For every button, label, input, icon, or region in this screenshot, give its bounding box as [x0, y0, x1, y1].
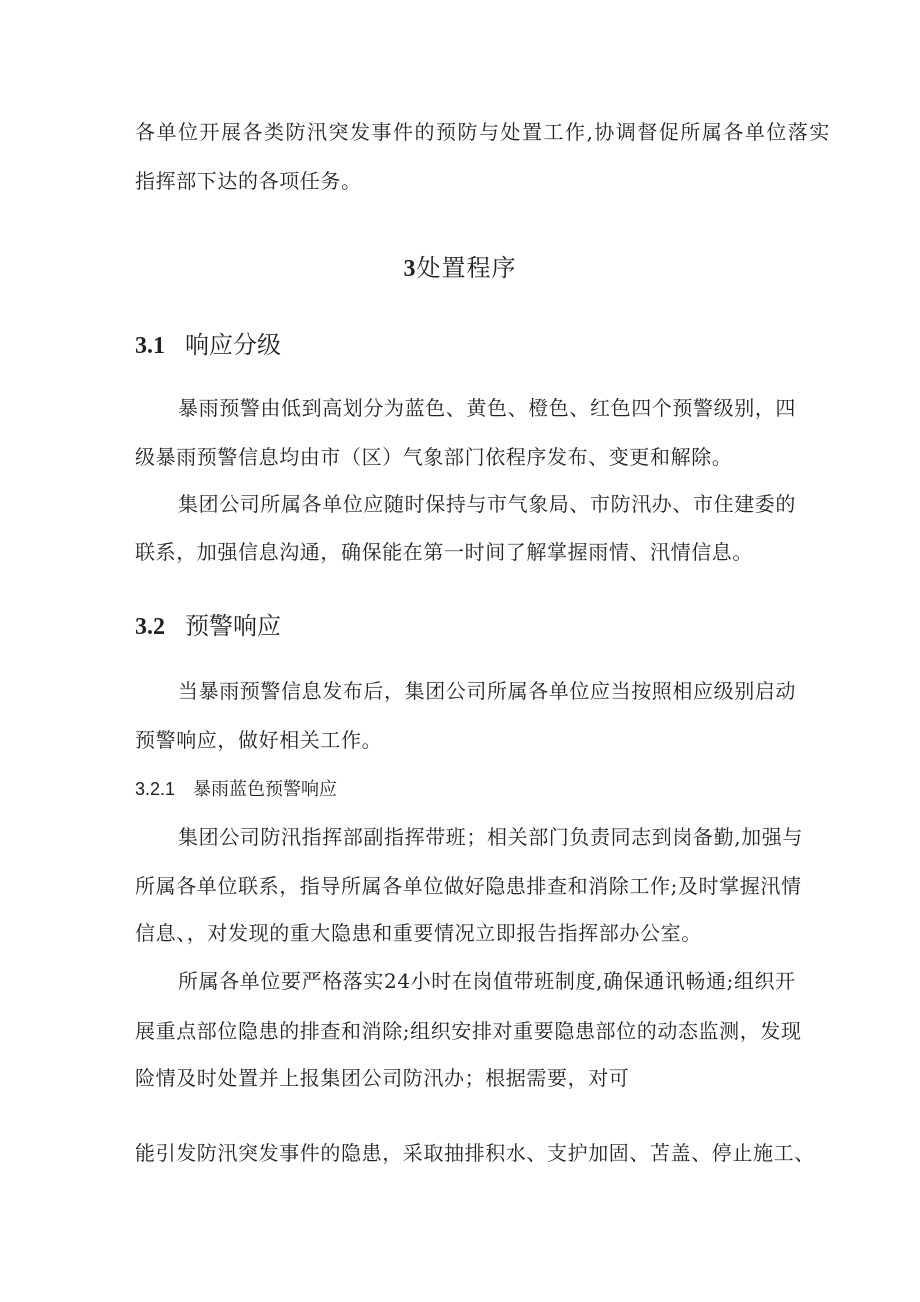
paragraph-line: 级暴雨预警信息均由市（区）气象部门依程序发布、变更和解除。 — [135, 445, 733, 469]
chapter-heading — [0, 252, 920, 285]
paragraph-line: 当暴雨预警信息发布后，集团公司所属各单位应当按照相应级别启动 — [178, 679, 796, 703]
paragraph-line: 展重点部位隐患的排查和消除;组织安排对重要隐患部位的动态监测，发现 — [135, 1019, 802, 1043]
paragraph-line: 所属各单位要严格落实24小时在岗值带班制度,确保通讯畅通;组织开 — [178, 969, 796, 993]
section-title: 响应分级 — [185, 331, 281, 359]
paragraph-line: 险情及时处置并上报集团公司防汛办；根据需要，对可 — [135, 1066, 630, 1090]
paragraph-line: 集团公司所属各单位应随时保持与市气象局、市防汛办、市住建委的 — [178, 492, 796, 516]
intro-line-1: 各单位开展各类防汛突发事件的预防与处置工作,协调督促所属各单位落实 — [135, 120, 831, 144]
section-number: 3.2 — [135, 614, 165, 640]
subsection-title: 暴雨蓝色预警响应 — [193, 779, 337, 800]
paragraph-line: 暴雨预警由低到高划分为蓝色、黄色、橙色、红色四个预警级别，四 — [178, 396, 796, 420]
section-title: 预警响应 — [185, 612, 281, 640]
section-heading-3-1 — [135, 329, 281, 362]
intro-line-2: 指挥部下达的各项任务。 — [135, 169, 362, 193]
chapter-number: 3 — [403, 256, 417, 282]
paragraph-line: 能引发防汛突发事件的隐患，采取抽排积水、支护加固、苫盖、停止施工、 — [135, 1141, 815, 1165]
paragraph-line: 信息、，对发现的重大隐患和重要情况立即报告指挥部办公室。 — [135, 921, 702, 945]
chapter-title: 处置程序 — [416, 254, 517, 282]
paragraph-line: 预警响应，做好相关工作。 — [135, 728, 383, 752]
paragraph-line: 集团公司防汛指挥部副指挥带班；相关部门负责同志到岗备勤,加强与 — [178, 825, 803, 849]
subsection-number: 3.2.1 — [135, 779, 176, 799]
section-number: 3.1 — [135, 333, 165, 359]
subsection-heading-3-2-1 — [135, 776, 337, 803]
paragraph-line: 联系，加强信息沟通，确保能在第一时间了解掌握雨情、汛情信息。 — [135, 540, 753, 564]
paragraph-line: 所属各单位联系，指导所属各单位做好隐患排查和消除工作;及时掌握汛情 — [135, 874, 802, 898]
section-heading-3-2 — [135, 610, 281, 643]
